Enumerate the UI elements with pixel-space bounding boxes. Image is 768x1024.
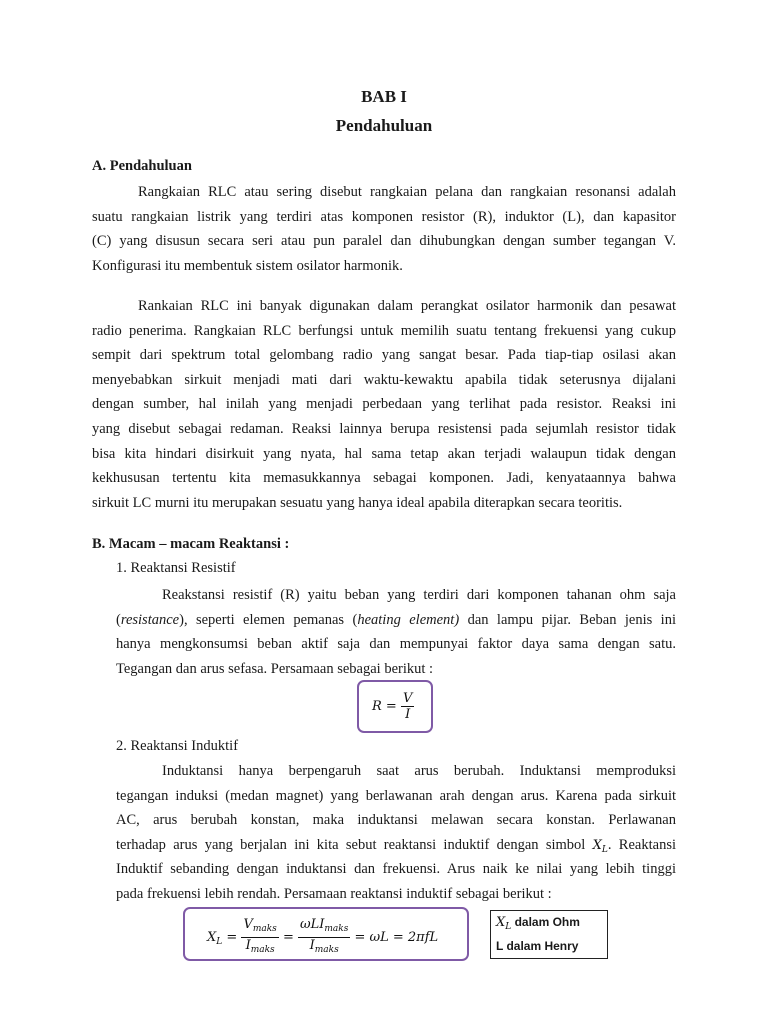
fraction: $\frac{V}{I}$ <box>402 691 413 722</box>
paragraph-line: sirkuit LC murni itu merupakan sesuatu yang hanya ideal apabila diterapkan secara teoritis. <box>92 494 623 511</box>
legend-row-l: L dalam Henry <box>496 939 579 953</box>
paragraph-line: terhadap arus yang berjalan ini kita sebut reaktansi induktif dengan simbol $X_L$. Reaktansi <box>116 836 676 855</box>
formula-box-resistive <box>357 680 433 733</box>
paragraph-line: Rangkaian RLC atau sering disebut rangkaian pelana dan rangkaian resonansi adalah <box>138 184 676 200</box>
formula-resistive: R = $\frac{V}{I}$ <box>372 691 413 722</box>
paragraph-line: dengan sumber, hal inilah yang menjadi perbedaan yang terlihat pada resistor. Reaksi ini <box>92 396 676 413</box>
paragraph-line: hanya mengkonsumsi beban aktif saja dan mempunyai faktor daya sama dengan satu. <box>116 636 676 653</box>
formula-box-inductive <box>183 907 469 961</box>
paragraph-line: Induktansi hanya berpengaruh saat arus berubah. Induktansi memproduksi <box>162 763 676 779</box>
symbol-xl: $X_L$ <box>592 837 608 855</box>
paragraph-line: yang disebut sebagai redaman. Reaksi lainnya berupa resistensi pada sejumlah resistor tidak <box>92 420 676 437</box>
paragraph-line: kekhususan tertentu kita memasukkannya sebagai komponen. Jadi, kenyataannya bahwa <box>92 470 676 487</box>
paragraph-line: radio penerima. Rangkaian RLC berfungsi untuk memilih suatu tentang frekuensi yang cukup <box>92 322 676 339</box>
paragraph-line: pada frekuensi lebih rendah. Persamaan reaktansi induktif sebagai berikut : <box>116 885 552 902</box>
chapter-title: Pendahuluan <box>335 116 433 135</box>
formula-inductive: $X_L$ = $\frac{V_{maks}}{I_{maks}}$ = $\frac{\omega LI_{maks}}{I_{maks}}$ = ωL = 2πfL <box>207 917 438 958</box>
fraction: $\frac{V_{maks}}{I_{maks}}$ <box>243 917 277 955</box>
units-legend <box>490 910 608 959</box>
fraction: $\frac{\omega LI_{maks}}{I_{maks}}$ <box>300 917 349 955</box>
paragraph-line: Rankaian RLC ini banyak digunakan dalam perangkat osilator harmonik dan pesawat <box>138 298 676 314</box>
paragraph-line: (resistance), seperti elemen pemanas (heating element) dan lampu pijar. Beban jenis ini <box>116 611 676 628</box>
chapter-number: BAB I <box>361 87 407 106</box>
item-2-label: 2. Reaktansi Induktif <box>116 738 239 754</box>
legend-row-xl: $X_L$ dalam Ohm <box>496 915 580 932</box>
paragraph-line: sempit dari spektrum total gelombang radio yang sangat besar. Pada tiap-tiap osilasi akan <box>92 347 676 364</box>
paragraph-line: (C) yang disusun secara seri atau pun paralel dan dihubungkan dengan sumber tegangan V. <box>92 233 676 250</box>
paragraph-line: menyebabkan sirkuit menjadi mati dari waktu-kewaktu apabila tidak seterusnya dijalani <box>92 371 676 388</box>
section-a-paragraph-2 <box>92 294 676 515</box>
item-1-label: 1. Reaktansi Resistif <box>116 560 236 576</box>
section-a-heading: A. Pendahuluan <box>92 158 192 174</box>
paragraph-line: bisa kita hindari disirkuit yang nyata, hal sama tetap akan terjadi walaupun tidak dengan <box>92 445 676 462</box>
section-b-heading: B. Macam – macam Reaktansi : <box>92 536 290 552</box>
paragraph-line: Tegangan dan arus sefasa. Persamaan sebagai berikut : <box>116 660 434 677</box>
paragraph-line: Induktif sebanding dengan induktansi dan frekuensi. Arus naik ke nilai yang lebih tinggi <box>116 861 676 878</box>
paragraph-line: AC, arus berubah konstan, maka induktansi melawan secara konstan. Perlawanan <box>116 812 676 829</box>
paragraph-line: Konfigurasi itu membentuk sistem osilator harmonik. <box>92 257 403 274</box>
section-a-paragraph-1 <box>92 180 676 278</box>
paragraph-line: tegangan induksi (medan magnet) yang berlawanan arah dengan arus. Karena pada sirkuit <box>116 787 676 804</box>
item-2-paragraph <box>116 759 676 907</box>
item-1-paragraph <box>116 583 676 681</box>
paragraph-line: Reakstansi resistif (R) yaitu beban yang terdiri dari komponen tahanan ohm saja <box>162 587 676 603</box>
paragraph-line: suatu rangkaian listrik yang terdiri atas komponen resistor (R), induktor (L), dan kapasitor <box>92 208 676 225</box>
